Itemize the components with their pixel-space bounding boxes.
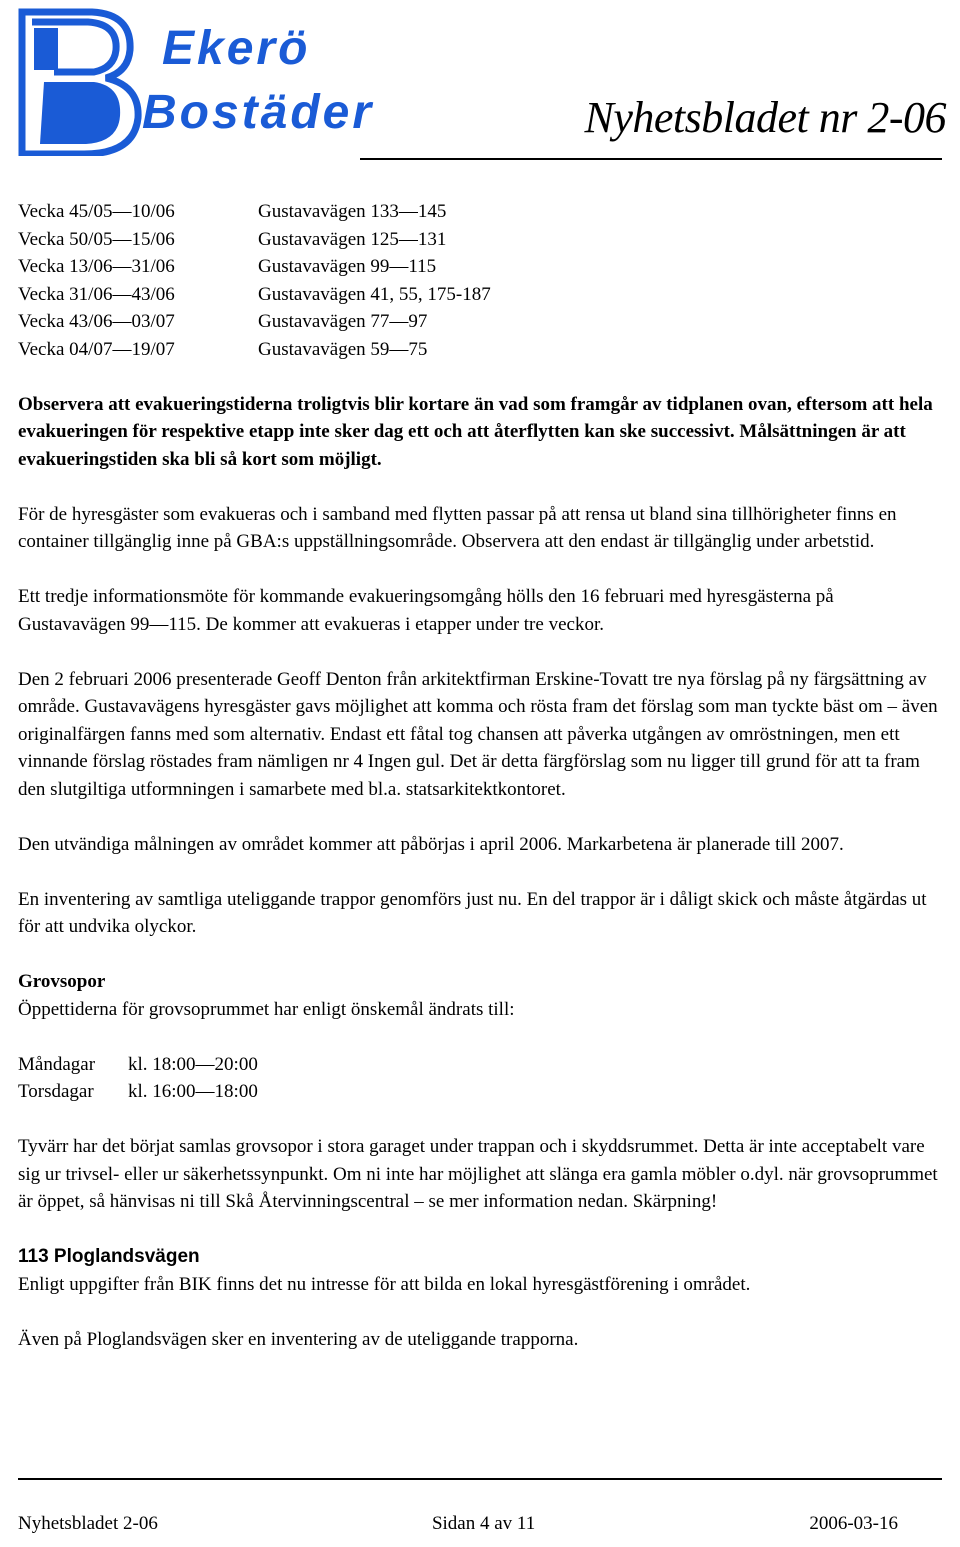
hours-day: Måndagar bbox=[18, 1053, 96, 1075]
schedule-row bbox=[18, 308, 942, 336]
page-content bbox=[18, 198, 942, 1353]
ploglands-stairs-text: Även på Ploglandsvägen sker en inventering av de uteliggande trapporna. bbox=[18, 1328, 579, 1350]
hours-row bbox=[18, 1078, 942, 1106]
schedule-week: Vecka 04/07—19/07 bbox=[18, 338, 175, 360]
page-footer bbox=[18, 1513, 898, 1535]
meeting-paragraph: Ett tredje informationsmöte för kommande evakueringsomgång hölls den 16 februari med hyresgästerna på Gustavavägen 99—115. De kommer att evakueras i etapper under tre veckor. bbox=[18, 586, 834, 635]
schedule-week: Vecka 31/06—43/06 bbox=[18, 283, 175, 305]
footer-page-number: Sidan 4 av 11 bbox=[431, 1513, 536, 1534]
grovsopor-section bbox=[18, 968, 942, 1023]
grovsopor-intro: Öppettiderna för grovsoprummet har enligt önskemål ändrats till: bbox=[18, 998, 515, 1020]
header-divider bbox=[360, 158, 942, 160]
evacuation-notice: Observera att evakueringstiderna troligtvis blir kortare än vad som framgår av tidplanen ovan, eftersom att hela evakueringen för respektive etapp inte sker dag ett och att återflytten kan ske successivt. Målsättningen är att evakueringstiden ska bli så kort som möjligt. bbox=[18, 393, 933, 470]
newsletter-title: Nyhetsbladet nr 2-06 bbox=[584, 93, 946, 142]
hours-time: kl. 18:00—20:00 bbox=[128, 1053, 258, 1075]
footer-newsletter-name: Nyhetsbladet 2-06 bbox=[18, 1513, 158, 1534]
ploglands-heading: 113 Ploglandsvägen bbox=[18, 1246, 200, 1267]
schedule-row bbox=[18, 198, 942, 226]
hours-day: Torsdagar bbox=[18, 1081, 94, 1102]
color-proposal-paragraph: Den 2 februari 2006 presenterade Geoff Denton från arkitektfirman Erskine-Tovatt tre nya förslag på ny färgsättning av område. Gustavavägens hyresgäster gavs möjlighet att komma och rösta fram det förslag som man tyckte bäst om – även originalfärgen fanns med som alternativ. Endast ett fåtal tog chansen att påverka utgången av omröstningen, men ett vinnande förslag röstades fram nämligen nr 4 Ingen gul. Det är detta färgförslag som nu ligger till grund för att ta fram den slutgiltiga utformningen i samarbete med bl.a. statsarkitektkontoret. bbox=[18, 668, 938, 800]
hours-time: kl. 16:00—18:00 bbox=[128, 1081, 258, 1102]
schedule-row bbox=[18, 253, 942, 281]
schedule-row bbox=[18, 226, 942, 254]
schedule-street: Gustavavägen 125—131 bbox=[258, 228, 447, 250]
stairs-paragraph: En inventering av samtliga uteliggande trappor genomförs just nu. En del trappor är i dåligt skick och måste åtgärdas ut för att undvika olyckor. bbox=[18, 888, 927, 937]
schedule-street: Gustavavägen 133—145 bbox=[258, 201, 447, 222]
footer-date: 2006-03-16 bbox=[809, 1513, 898, 1534]
schedule-week: Vecka 13/06—31/06 bbox=[18, 256, 175, 277]
schedule-week: Vecka 50/05—15/06 bbox=[18, 228, 175, 250]
schedule-street: Gustavavägen 77—97 bbox=[258, 311, 428, 332]
schedule-week: Vecka 45/05—10/06 bbox=[18, 201, 175, 222]
evacuation-schedule bbox=[18, 198, 942, 363]
logo-line2: Bostäder bbox=[142, 86, 375, 139]
ekero-bostader-logo bbox=[14, 6, 414, 156]
schedule-week: Vecka 43/06—03/07 bbox=[18, 311, 175, 332]
ploglands-text: Enligt uppgifter från BIK finns det nu intresse för att bilda en lokal hyresgästförening i området. bbox=[18, 1273, 751, 1295]
schedule-street: Gustavavägen 59—75 bbox=[258, 338, 428, 360]
schedule-row bbox=[18, 336, 942, 364]
opening-hours bbox=[18, 1051, 942, 1106]
logo-line1: Ekerö bbox=[162, 22, 311, 75]
painting-paragraph: Den utvändiga målningen av området kommer att påbörjas i april 2006. Markarbetena är planerade till 2007. bbox=[18, 833, 844, 855]
hours-row bbox=[18, 1051, 942, 1079]
ploglands-section bbox=[18, 1243, 942, 1298]
footer-divider bbox=[18, 1478, 942, 1480]
schedule-street: Gustavavägen 41, 55, 175-187 bbox=[258, 283, 491, 305]
grovsopor-text: Tyvärr har det börjat samlas grovsopor i stora garaget under trappan och i skyddsrummet. Detta är inte acceptabelt vare sig ur trivsel- eller ur säkerhetssynpunkt. Om ni inte har möjlighet att slänga era gamla möbler o.dyl. när grovsoprummet är öppet, så hänvisas ni till Skå Återvinningscentral – se mer information nedan. Skärpning! bbox=[18, 1136, 938, 1212]
container-paragraph: För de hyresgäster som evakueras och i samband med flytten passar på att rensa ut bland sina tillhörigheter finns en container tillgänglig inne på GBA:s uppställningsområde. Observera att den endast är tillgänglig under arbetstid. bbox=[18, 503, 897, 552]
schedule-street: Gustavavägen 99—115 bbox=[258, 256, 437, 277]
grovsopor-heading: Grovsopor bbox=[18, 971, 106, 992]
schedule-row bbox=[18, 281, 942, 309]
